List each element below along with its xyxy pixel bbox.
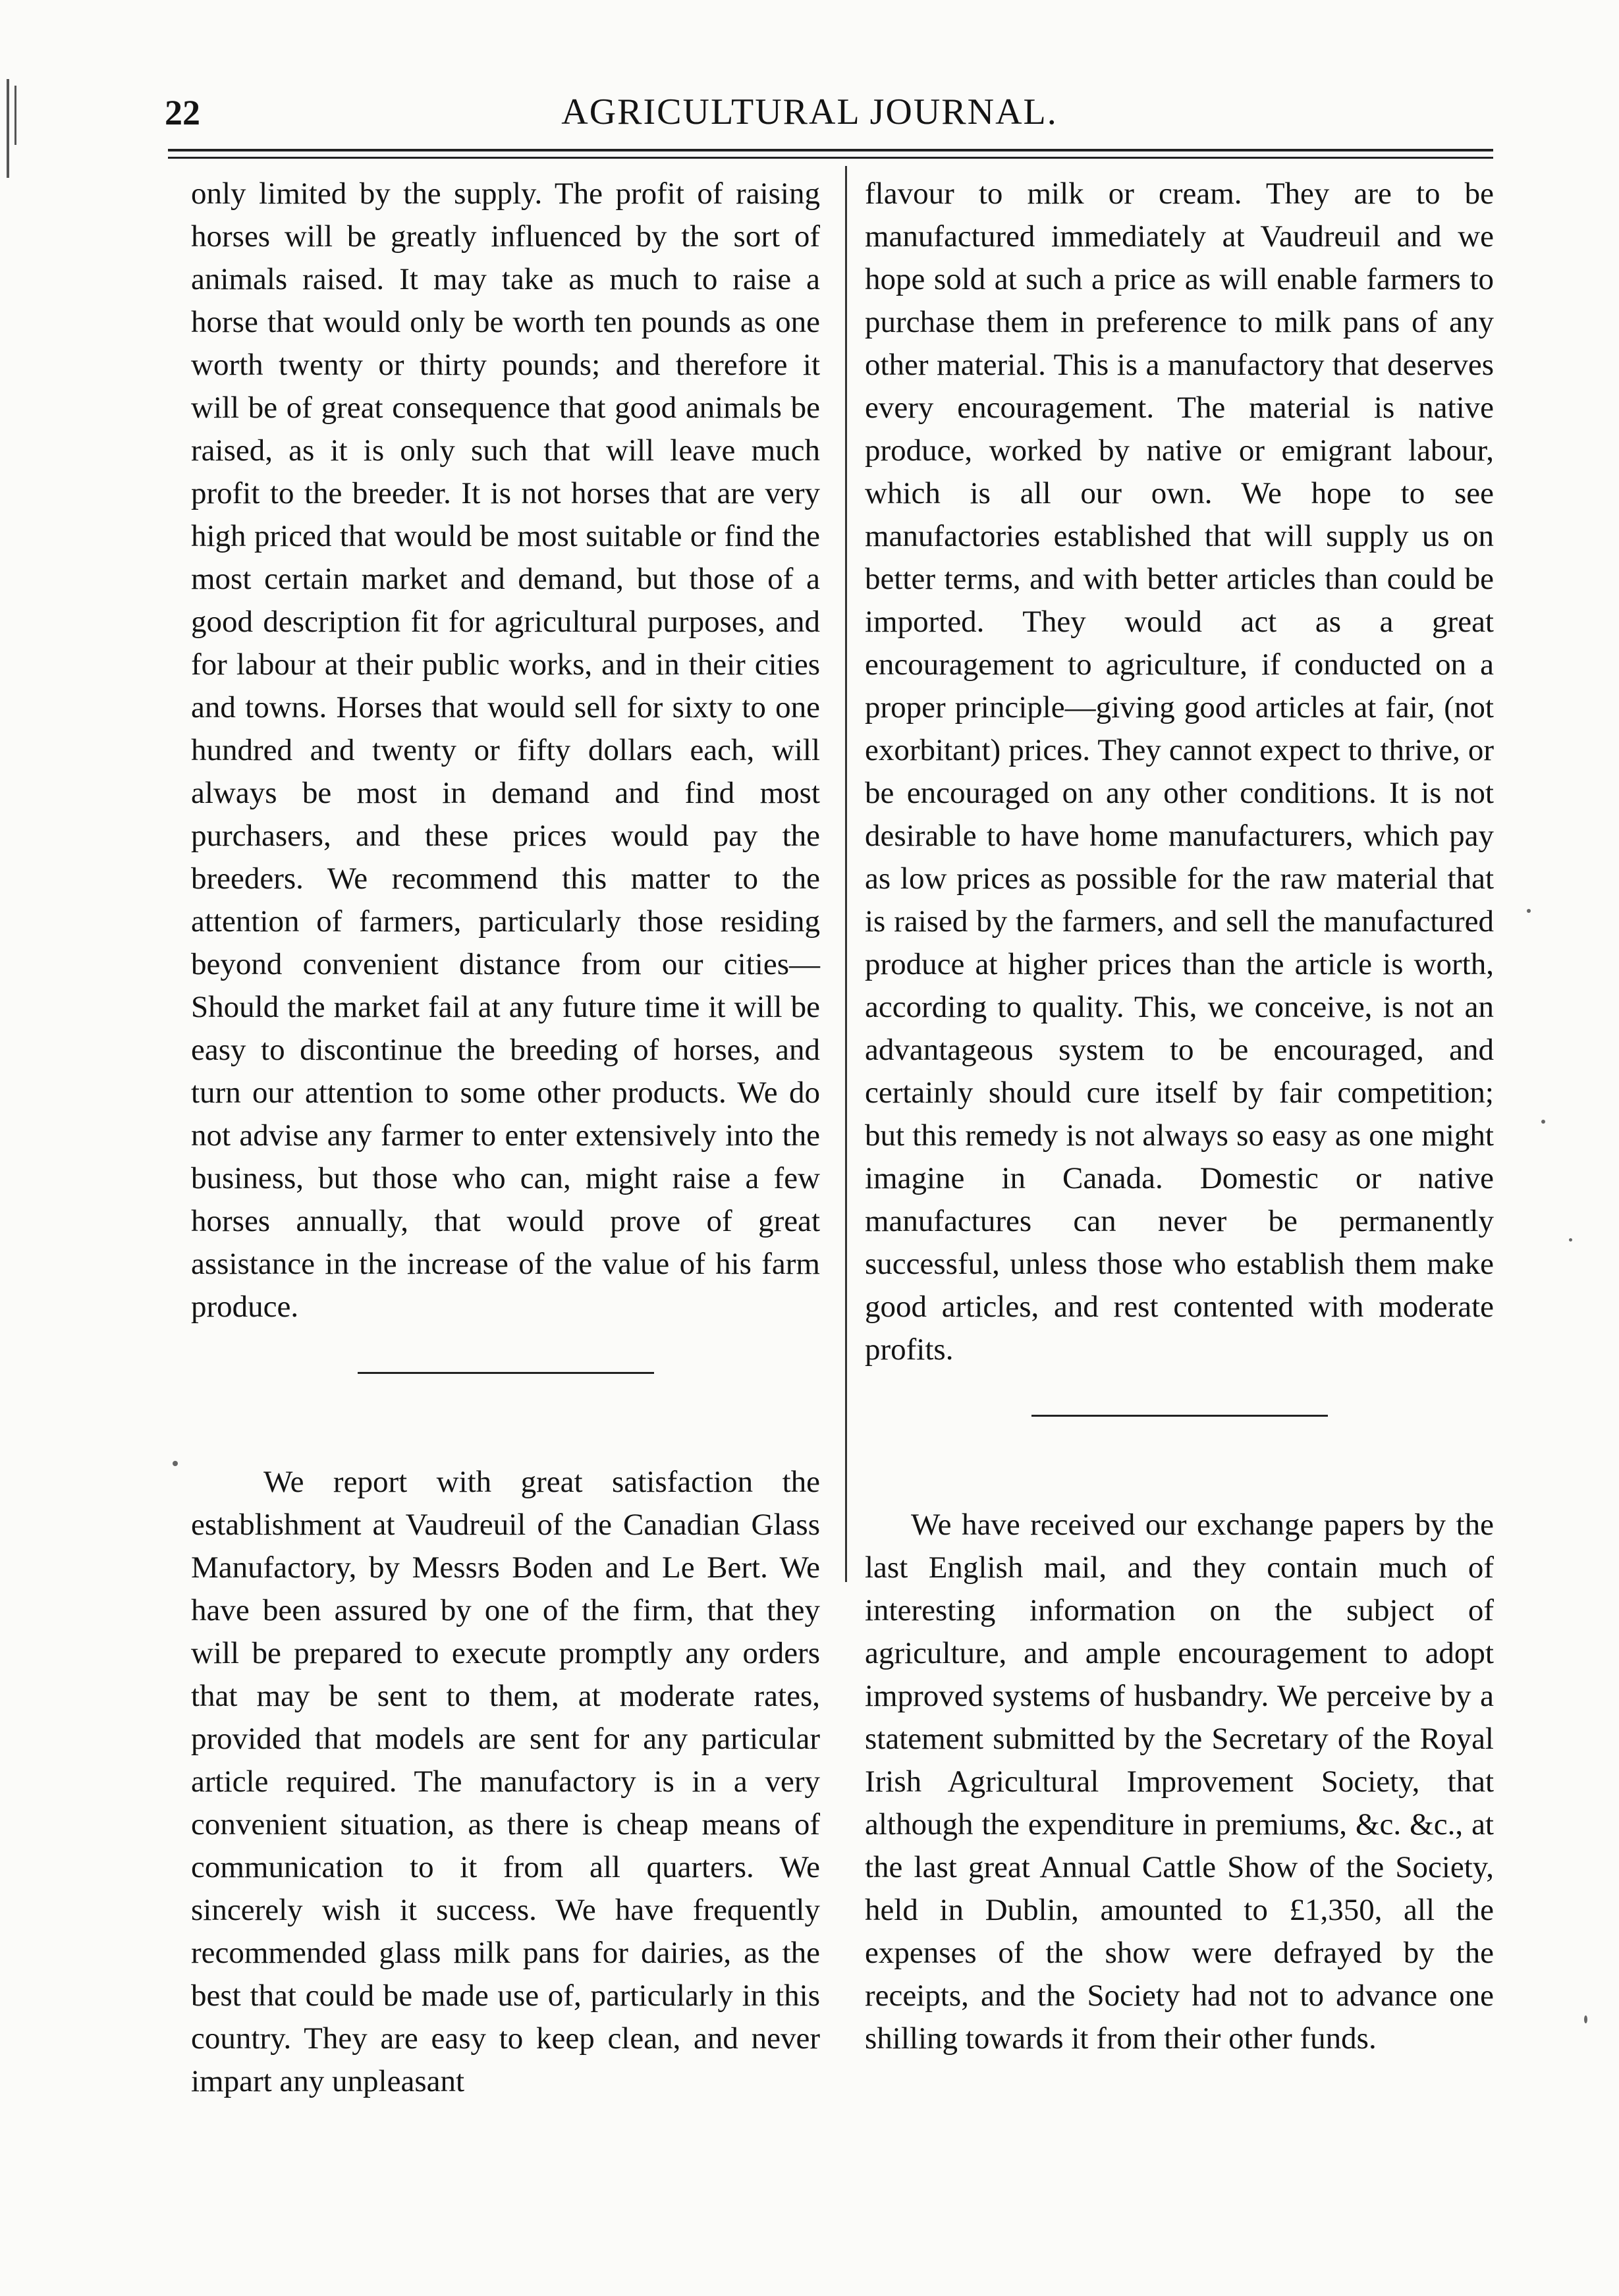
- column-divider: [845, 166, 847, 1582]
- binding-edge-mark: [7, 79, 9, 178]
- right-paragraph-exchange-papers: We have received our exchange papers by the last English mail, and they contain much of interesting information on the subject of agriculture, and ample encouragement to adopt improved systems of husbandry. We perceive by a statement submitted by the Secretary of the Royal Irish Agricultural Improvement Society, that although the expenditure in premiums, &c. &c., at the last great Annual Cattle Show of the Society, held in Dublin, amounted to £1,350, all the expenses of the show were defrayed by the receipts, and the Society had not to advance one shilling towards it from their other funds.: [865, 1508, 1494, 2056]
- running-title: AGRICULTURAL JOURNAL.: [561, 92, 1058, 132]
- header-rule-top: [168, 149, 1493, 151]
- margin-speck: [173, 1461, 178, 1466]
- margin-speck: [1584, 2015, 1587, 2023]
- left-paragraph-glass-manufactory: We report with great satisfaction the establishment at Vaudreuil of the Canadian Glass Manufactory, by Messrs Boden and Le Bert. We have been assured by one of the firm, that they will be prepared to execute promptly any orders that may be sent to them, at moderate rates, provided that models are sent for any particular article required. The manufactory is in a very convenient situation, as there is cheap means of communication to it from all quarters. We sincerely wish it success. We have frequently recommended glass milk pans for dairies, as the best that could be made use of, particularly in this country. They are easy to keep clean, and never impart any unpleasant: [191, 1465, 820, 2098]
- left-paragraph-horses: only limited by the supply. The profit of raising horses will be greatly influenced by the sort of animals raised. It may take as much to raise a horse that would only be worth ten pounds as one worth twenty or thirty pounds; and therefore it will be of great consequence that good animals be raised, as it is only such that will leave much profit to the breeder. It is not horses that are very high priced that would be most suitable or find the most certain market and demand, but those of a good description fit for agricultural purposes, and for labour at their public works, and in their cities and towns. Horses that would sell for sixty to one hundred and twenty or fifty dollars each, will always be most in demand and find most purchasers, and these prices would pay the breeders. We recommend this matter to the attention of farmers, particularly those residing beyond convenient distance from our cities— Should the market fail at any future time it will be easy to discontinue the breeding of horses, and turn our attention to some other products. We do not advise any farmer to enter extensively into the business, but those who can, might raise a few horses annually, that would prove of great assistance in the increase of the value of his farm produce.: [191, 177, 820, 1324]
- left-section-rule: [358, 1372, 654, 1374]
- left-column: [191, 173, 820, 2103]
- binding-edge-mark: [14, 86, 16, 145]
- header-rule-bottom: [168, 157, 1493, 159]
- right-paragraph-manufactory: flavour to milk or cream. They are to be manufactured immediately at Vaudreuil and we hope sold at such a price as will enable farmers to purchase them in preference to milk pans of any other material. This is a manufactory that deserves every encouragement. The material is native produce, worked by native or emigrant labour, which is all our own. We hope to see manufactories established that will supply us on better terms, and with better articles than could be imported. They would act as a great encouragement to agriculture, if conducted on a proper principle—giving good articles at fair, (not exorbitant) prices. They cannot expect to thrive, or be encouraged on any other conditions. It is not desirable to have home manufacturers, which pay as low prices as possible for the raw material that is raised by the farmers, and sell the manufactured produce at higher prices than the article is worth, according to quality. This, we conceive, is not an advantageous system to be encouraged, and certainly should cure itself by fair competition; but this remedy is not always so easy as one might imagine in Canada. Domestic or native manufactures can never be permanently successful, unless those who establish them make good articles, and rest contented with moderate profits.: [865, 177, 1494, 1367]
- margin-speck: [1569, 1238, 1572, 1242]
- margin-speck: [1527, 909, 1531, 913]
- right-section-rule: [1031, 1415, 1328, 1417]
- right-column: [865, 173, 1494, 2060]
- margin-speck: [1541, 1120, 1545, 1124]
- page-number: 22: [165, 93, 200, 132]
